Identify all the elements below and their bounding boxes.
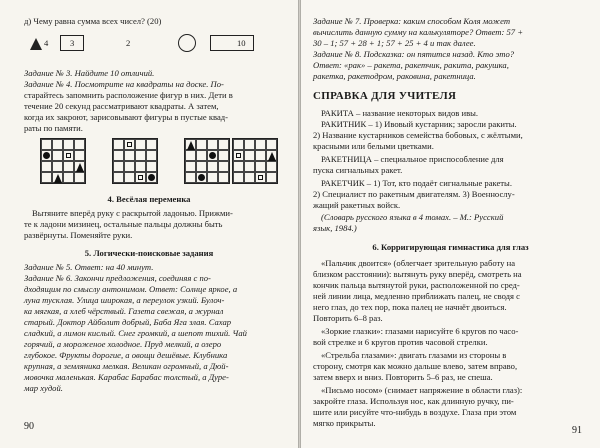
text-line: жащий ракетных войск. — [313, 200, 401, 210]
text-line: закройте глаза. Используя нос, как длинную ручку, пи- — [313, 396, 514, 406]
rectangle-value: 10 — [237, 38, 246, 48]
text-line: 2) Специалист по ракетным двигателям. 3) Военнослу- — [313, 189, 515, 199]
teacher-reference-heading: СПРАВКА ДЛЯ УЧИТЕЛЯ — [313, 90, 457, 102]
text-line: близком расстоянии): вытянуть руку вперёд, смотреть на — [313, 269, 522, 279]
triangle-icon — [30, 38, 42, 50]
section-4-title: 4. Весёлая переменка — [107, 194, 191, 204]
text-line: РАКИТА – название некоторых видов ивы. — [321, 108, 479, 118]
number-4: 4 — [44, 38, 49, 48]
text-line: Задание № 8. Подсказка: он пятится назад. Кто это? — [313, 49, 515, 59]
text-line: РАКЕТЧИК – 1) Тот, кто подаёт сигнальные ракеты. — [321, 178, 512, 188]
text-line: Повторить 6–8 раз. — [313, 313, 383, 323]
right-page — [301, 0, 600, 448]
text-line: мар худой. — [24, 383, 63, 393]
square-icon — [236, 153, 241, 158]
triangle-icon — [54, 174, 62, 183]
filled-circle-icon — [148, 174, 155, 181]
filled-circle-icon — [209, 152, 216, 159]
text-line: луна тусклая. Улица широкая, а переулок узкий. Булоч- — [24, 295, 225, 305]
filled-circle-icon — [198, 174, 205, 181]
triangle-icon — [76, 163, 84, 172]
text-line: 30 – 1; 57 + 28 + 1; 57 + 25 + 4 и так далее. — [313, 38, 476, 48]
text-line: Задание № 4. Посмотрите на квадраты на доске. По- — [24, 79, 224, 89]
text-line: кончик пальца вытянутой руки, расположенной по сред- — [313, 280, 520, 290]
text-line: дходящим по смыслу антонимом. Ответ: Солнце яркое, а — [24, 284, 238, 294]
text-line: течение 20 секунд рассматривают квадраты. А затем, — [24, 101, 219, 111]
text-line: него глаз, до тех пор, пока палец не начнёт двоиться. — [313, 302, 507, 312]
text-line: старайтесь запомнить расположение фигур в них. Дети в — [24, 90, 233, 100]
page-number: 90 — [24, 421, 34, 432]
page-number: 91 — [572, 425, 582, 436]
triangle-icon — [187, 141, 195, 150]
memory-grid-1 — [40, 138, 86, 184]
square-icon — [138, 175, 143, 180]
text-line: раты по памяти. — [24, 123, 83, 133]
text-line: язык, 1984.) — [313, 223, 357, 233]
square-value: 3 — [70, 38, 75, 48]
memory-grid-4 — [232, 138, 278, 184]
text-line: затем вверх и вниз. Повторить 5–6 раз, не спеша. — [313, 372, 493, 382]
filled-circle-icon — [43, 152, 50, 159]
text-line: Ответ: «рак» – ракета, ракетчик, ракита, ракушка, — [313, 60, 509, 70]
left-page — [0, 0, 298, 448]
text-line: старый. Доктор Айболит добрый, Баба Яга злая. Сахар — [24, 317, 232, 327]
triangle-icon — [268, 152, 276, 161]
text-line: (Словарь русского языка в 4 томах. – М.: Русский — [321, 212, 504, 222]
text-line: ней линии лица, медленно приближать палец, не сводя с — [313, 291, 520, 301]
text-line: РАКЕТНИЦА – специальное приспособление для — [321, 154, 504, 164]
text-line: сторону, смотря как можно дальше влево, затем вправо, — [313, 361, 518, 371]
text-line: Задание № 6. Закончи предложения, соединяя с по- — [24, 273, 211, 283]
text-line: ка мягкая, а хлеб чёрствый. Газета свежая, а журнал — [24, 306, 224, 316]
text-line: развёрнуты. Поменяйте руки. — [24, 230, 133, 240]
text-line: «Письмо носом» (снимает напряжение в области глаз): — [321, 385, 523, 395]
text-line: Задание № 7. Проверка: каким способом Коля может — [313, 16, 511, 26]
circle-shape — [178, 34, 196, 52]
square-icon — [258, 175, 263, 180]
text-line: сладкий, а лимон кислый. Снег громкий, а шепот тихий. Чай — [24, 328, 247, 338]
question-d: д) Чему равна сумма всех чисел? (20) — [24, 16, 162, 26]
number-2: 2 — [126, 38, 131, 48]
text-line: когда их закроют, зарисовывают фигуры в пустые квад- — [24, 112, 229, 122]
text-line: РАКИТНИК – 1) Ивовый кустарник; заросли ракиты. — [321, 119, 517, 129]
text-line: Задание № 3. Найдите 10 отличий. — [24, 68, 155, 78]
text-line: крупная, а земляника мелкая. Великан огромный, а Дюй- — [24, 361, 229, 371]
text-line: красными или белыми цветками. — [313, 141, 434, 151]
text-line: горячий, а мороженое холодное. Пруд мелкий, а озеро — [24, 339, 222, 349]
text-line: пуска сигнальных ракет. — [313, 165, 403, 175]
text-line: «Зоркие глазки»: глазами нарисуйте 6 кругов по часо- — [321, 326, 519, 336]
text-line: «Пальчик двоится» (облегчает зрительную работу на — [321, 258, 516, 268]
text-line: «Стрельба глазами»: двигать глазами из стороны в — [321, 350, 507, 360]
section-5-title: 5. Логически-поисковые задания — [84, 248, 214, 258]
section-6-title: 6. Корригирующая гимнастика для глаз — [372, 242, 529, 252]
square-shape — [60, 35, 84, 51]
text-line: вычислить данную сумму на калькуляторе? Ответ: 57 + — [313, 27, 524, 37]
text-line: вой стрелке и 6 кругов против часовой стрелки. — [313, 337, 488, 347]
square-icon — [66, 153, 71, 158]
text-line: шите или рисуйте что-нибудь в воздухе. Глаза при этом — [313, 407, 517, 417]
text-line: те к ладони мизинец, остальные пальцы должны быть — [24, 219, 223, 229]
rectangle-shape — [210, 35, 254, 51]
text-line: мовочка маленькая. Карабас Барабас толстый, а Дуре- — [24, 372, 229, 382]
text-line: Вытяните вперёд руку с раскрытой ладонью. Прижми- — [32, 208, 233, 218]
memory-grid-2 — [112, 138, 158, 184]
text-line: глубокое. Фрукты дорогие, а овощи дешёвые. Клубника — [24, 350, 228, 360]
memory-grid-3 — [184, 138, 230, 184]
square-icon — [127, 142, 132, 147]
text-line: мягко прикрыты. — [313, 418, 376, 428]
text-line: Задание № 5. Ответ: на 40 минут. — [24, 262, 154, 272]
text-line: ракетка, ракетодром, раковина, ракетница. — [313, 71, 476, 81]
text-line: 2) Название кустарников семейства бобовых, с жёлтыми, — [313, 130, 523, 140]
